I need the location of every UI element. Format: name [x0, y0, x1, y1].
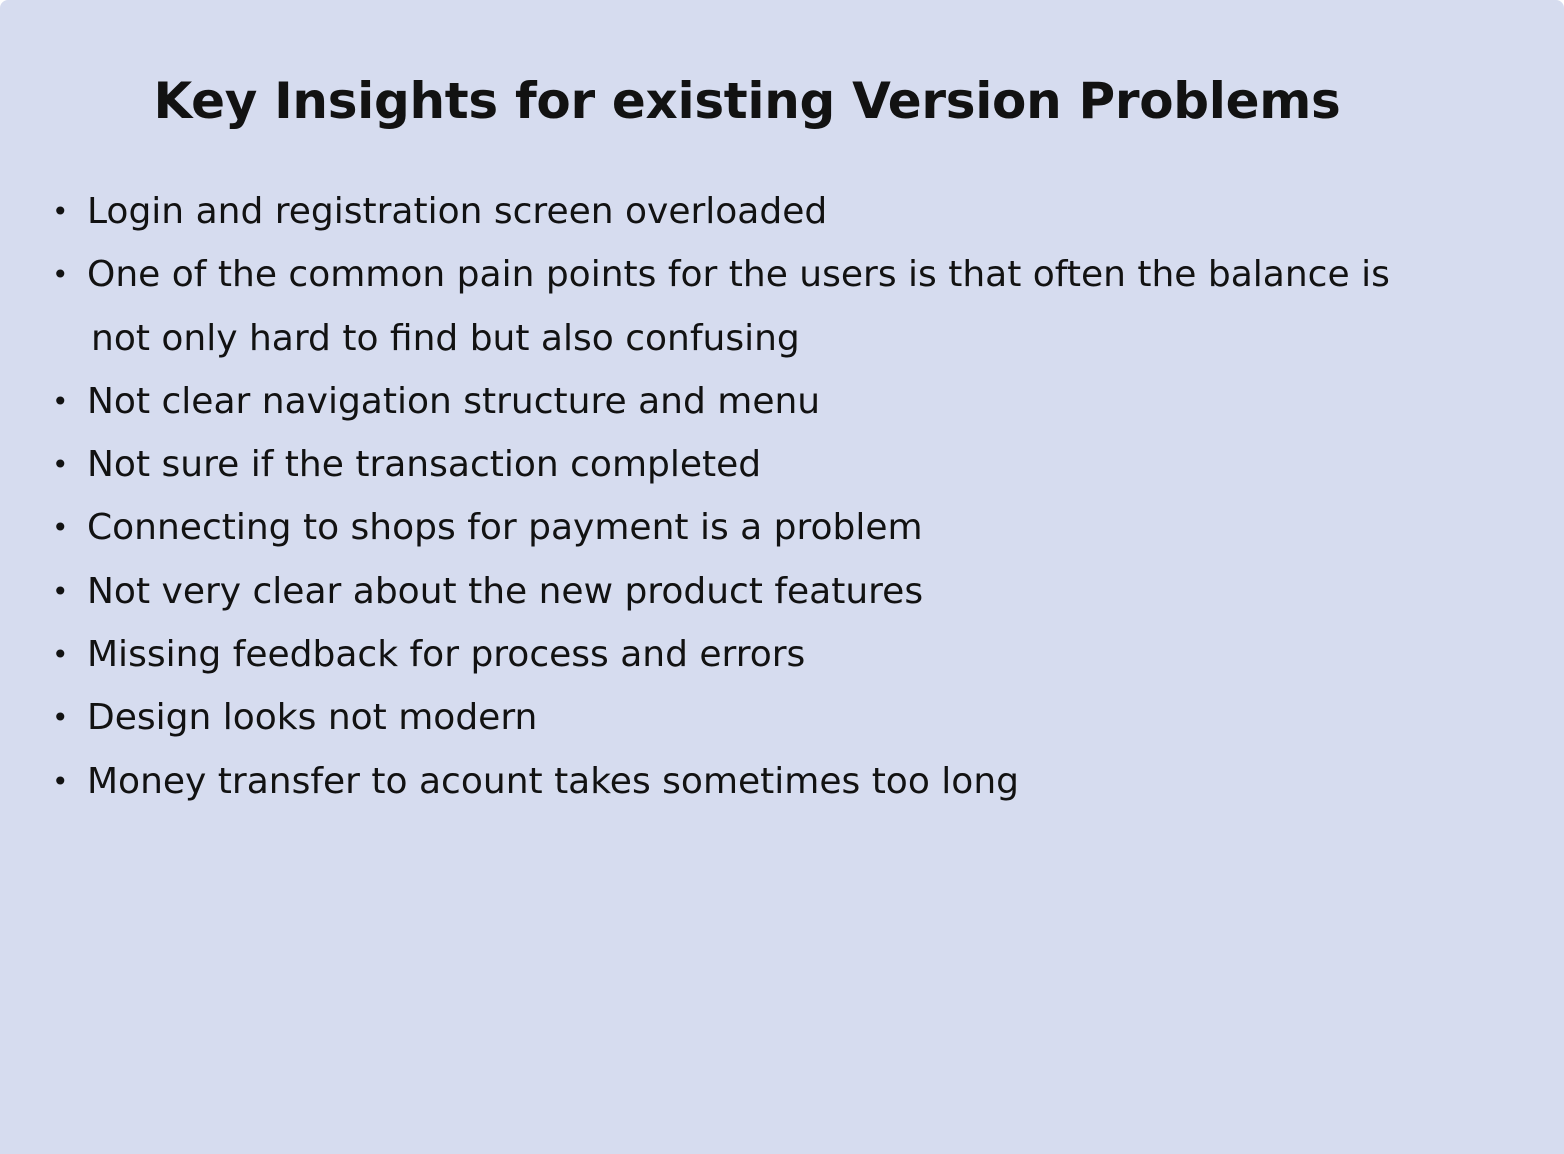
list-item-text: Not clear navigation structure and menu	[87, 380, 821, 422]
list-item-continuation: not only hard to find but also confusing	[91, 317, 800, 359]
bullet-icon: •	[52, 638, 69, 672]
bullet-icon: •	[52, 258, 69, 292]
list-item-text: Design looks not modern	[87, 697, 538, 739]
list-item-text: One of the common pain points for the users is that often the balance is	[87, 254, 1390, 296]
bullet-icon: •	[52, 701, 69, 735]
bullet-icon: •	[52, 764, 69, 798]
list-item	[0, 750, 1480, 813]
list-item-text: Not sure if the transaction completed	[87, 444, 762, 486]
bullet-icon: •	[52, 448, 69, 482]
list-item	[0, 180, 1480, 243]
bullet-icon: •	[52, 574, 69, 608]
list-item	[0, 623, 1480, 686]
bullet-icon: •	[52, 511, 69, 545]
list-item	[0, 243, 1480, 370]
list-item	[0, 560, 1480, 623]
list-item-text: Not very clear about the new product features	[87, 570, 924, 612]
bullet-icon: •	[52, 384, 69, 418]
list-item	[0, 370, 1480, 433]
list-item-text: Login and registration screen overloaded	[87, 191, 828, 232]
list-item-text: Missing feedback for process and errors	[87, 634, 806, 676]
list-item	[0, 433, 1480, 496]
list-item-text: Connecting to shops for payment is a problem	[87, 507, 923, 549]
slide-title: Key Insights for existing Version Problems	[153, 72, 1341, 130]
list-item-text: Money transfer to acount takes sometimes too long	[87, 760, 1019, 802]
list-item	[0, 496, 1480, 559]
bullet-icon: •	[52, 195, 69, 228]
list-item	[0, 686, 1480, 749]
bullet-list	[0, 180, 1480, 813]
